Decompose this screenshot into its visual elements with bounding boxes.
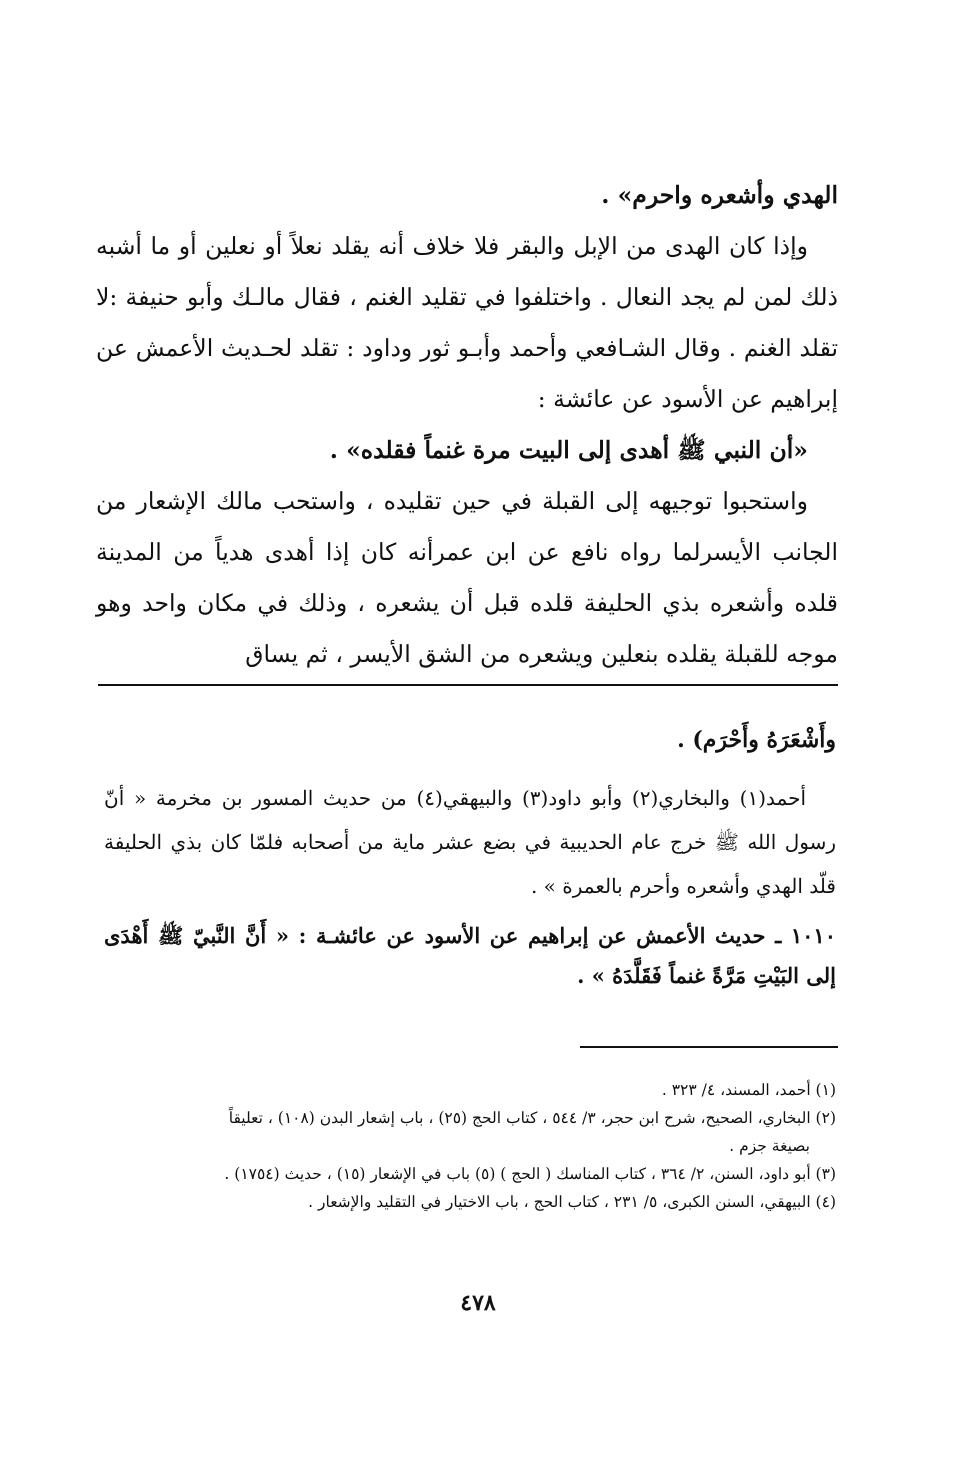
hadith-1010: ١٠١٠ ـ حديث الأعمش عن إبراهيم عن الأسود عن عائشـة : « أَنَّ النَّبيّ ﷺ أَهْدَى إلى البَيْتِ مَرَّةً غنماً فَقَلَّدَهُ » .: [104, 923, 836, 988]
footnote-2-continuation: بصيغة جزم .: [729, 1137, 810, 1155]
page-number: ٤٧٨: [460, 1290, 496, 1316]
commentary-paragraph: أحمد(١) والبخاري(٢) وأبو داود(٣) والبيهقي(٤) من حديث المسور بن مخرمة « أنّ رسول الله ﷺ خرج عام الحديبية في بضع عشر ماية من أصحابه فلمّا كان بذي الحليفة قلّد الهدي وأشعره وأحرم بالعمرة » .: [104, 786, 836, 898]
footnote-rule: [580, 1046, 838, 1048]
continuation-line: الهدي وأشعره واحرم» .: [601, 181, 838, 209]
hadith-quote: «أن النبي ﷺ أهدى إلى البيت مرة غنماً فقلده» .: [329, 436, 808, 464]
footnote-2: (٢) البخاري، الصحيح، شرح ابن حجر، ٣/ ٥٤٤ ، كتاب الحج (٢٥) ، باب إشعار البدن (١٠٨) ، تعليقاً: [228, 1109, 836, 1127]
paragraph-tagleed: وإذا كان الهدى من الإبل والبقر فلا خلاف أنه يقلد نعلاً أو نعلين أو ما أشبه ذلك لمن لم يجد النعال . واختلفوا في تقليد الغنم ، فقال مالـك وأبو حنيفة :لا تقلد الغنم . وقال الشـافعي وأحمد وأبـو ثور وداود : تقلد لحـديث الأعمش عن إبراهيم عن الأسود عن عائشة :: [96, 232, 838, 413]
divider-rule: [98, 684, 838, 686]
main-text-block: [96, 170, 838, 680]
paragraph-ishaar: واستحبوا توجيهه إلى القبلة في حين تقليده ، واستحب مالك الإشعار من الجانب الأيسرلما رواه نافع عن ابن عمرأنه كان إذا أهدى هدياً من المدينة قلده وأشعره بذي الحليفة قلده قبل أن يشعره ، وذلك في مكان واحد وهو موجه للقبلة يقلده بنعلين ويشعره من الشق الأيسر ، ثم يساق: [96, 487, 838, 668]
commentary-heading: وأَشْعَرَهُ وأَحْرَم) .: [677, 727, 836, 753]
footnote-1: (١) أحمد، المسند، ٤/ ٣٢٣ .: [661, 1081, 836, 1099]
footnotes-block: [104, 1076, 836, 1216]
footnote-3: (٣) أبو داود، السنن، ٢/ ٣٦٤ ، كتاب المناسك ( الحج ) (٥) باب في الإشعار (١٥) ، حديث (١٧٥٤) .: [224, 1165, 836, 1183]
footnote-4: (٤) البيهقي، السنن الكبرى، ٥/ ٢٣١ ، كتاب الحج ، باب الاختيار في التقليد والإشعار .: [308, 1193, 836, 1211]
commentary-block: [104, 718, 836, 996]
